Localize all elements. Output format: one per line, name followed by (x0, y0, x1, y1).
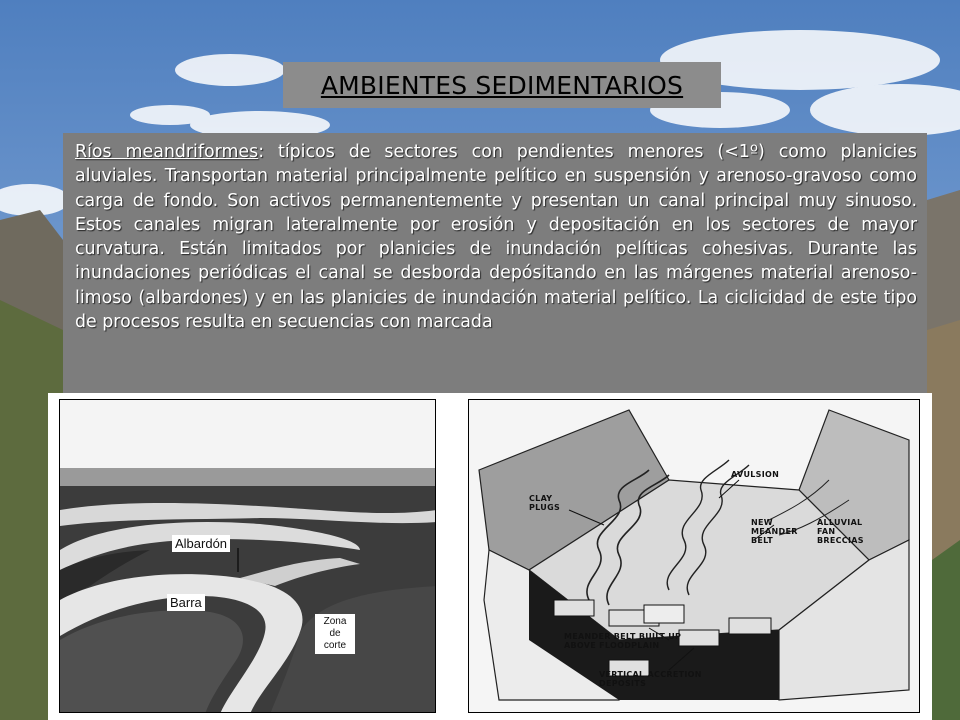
term-rios-meandriformes: Ríos meandriformes (75, 142, 259, 162)
text-panel (63, 133, 927, 397)
label-alluvial-fan-breccias: ALLUVIAL FAN BRECCIAS (817, 518, 864, 545)
label-zona-de-corte: Zona de corte (315, 614, 355, 654)
body-paragraph (75, 140, 917, 334)
label-meander-belt-built: MEANDER BELT BUILT UP ABOVE FLOODPLAIN (564, 632, 682, 650)
meander-belt-block-diagram (468, 399, 920, 713)
label-vertical-accretion: VERTICAL ACCRETION DEPOSITS (599, 670, 702, 688)
figure-panel (48, 393, 932, 720)
label-barra: Barra (167, 594, 205, 611)
meander-river-photo (59, 399, 436, 713)
title-box (283, 62, 721, 108)
page-title: AMBIENTES SEDIMENTARIOS (320, 70, 684, 100)
body-text: : típicos de sectores con pendientes menores (<1º) como planicies aluviales. Transportan material principalmente pelítico en suspensión y arenoso-gravoso como carga de fondo. Son activos permanentemente y presentan un canal principal muy sinuoso. Estos canales migran lateralmente por erosión y depositación en los sectores de mayor curvatura. Están limitados por planicies de inundación pelíticas cohesivas. Durante las inundaciones periódicas el canal se desborda depósitando en las márgenes material arenoso-limoso (albardones) y en las planicies de inundación material pelítico. La ciclicidad de este tipo de procesos resulta en secuencias con marcada (75, 142, 917, 333)
label-clay-plugs: CLAY PLUGS (529, 494, 560, 512)
label-avulsion: AVULSION (731, 470, 780, 479)
label-new-meander-belt: NEW MEANDER BELT (751, 518, 798, 545)
label-albardon: Albardón (172, 535, 230, 552)
